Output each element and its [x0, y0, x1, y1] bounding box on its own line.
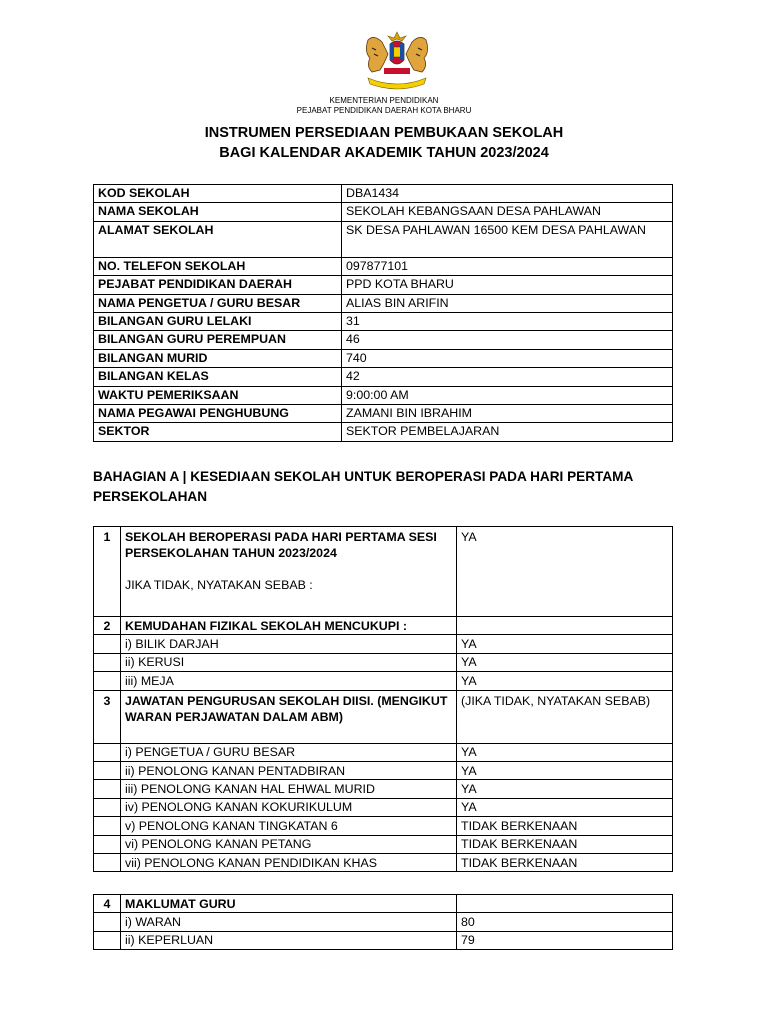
item-value: YA — [457, 780, 673, 798]
item-row — [94, 931, 673, 949]
item-value: TIDAK BERKENAAN — [457, 817, 673, 835]
item-row — [94, 635, 673, 653]
item-label: iii) MEJA — [121, 672, 457, 690]
question-row — [94, 527, 673, 617]
info-value: 42 — [342, 368, 673, 386]
question-number: 2 — [94, 617, 121, 635]
item-value: 80 — [457, 913, 673, 931]
info-value: ZAMANI BIN IBRAHIM — [342, 404, 673, 422]
item-value: YA — [457, 743, 673, 761]
item-row — [94, 672, 673, 690]
info-value: SK DESA PAHLAWAN 16500 KEM DESA PAHLAWAN — [342, 221, 673, 257]
item-value: YA — [457, 653, 673, 671]
info-row — [94, 221, 673, 257]
question-row — [94, 690, 673, 743]
question-number: 3 — [94, 690, 121, 743]
info-row — [94, 276, 673, 294]
item-value: YA — [457, 761, 673, 779]
info-label: SEKTOR — [94, 423, 342, 441]
item-value: TIDAK BERKENAAN — [457, 853, 673, 871]
item-row — [94, 817, 673, 835]
question-number: 4 — [94, 895, 121, 913]
info-label: NAMA SEKOLAH — [94, 203, 342, 221]
item-row — [94, 743, 673, 761]
item-row — [94, 780, 673, 798]
answer-value: YA — [457, 527, 673, 617]
question-row — [94, 895, 673, 913]
item-value: YA — [457, 635, 673, 653]
info-row — [94, 368, 673, 386]
info-label: BILANGAN GURU PEREMPUAN — [94, 331, 342, 349]
title-line-2: BAGI KALENDAR AKADEMIK TAHUN 2023/2024 — [219, 145, 549, 161]
item-label: v) PENOLONG KANAN TINGKATAN 6 — [121, 817, 457, 835]
info-row — [94, 294, 673, 312]
info-row — [94, 257, 673, 275]
info-value: 097877101 — [342, 257, 673, 275]
info-row — [94, 349, 673, 367]
item-row — [94, 913, 673, 931]
item-value: YA — [457, 798, 673, 816]
answer-value — [457, 895, 673, 913]
item-row — [94, 853, 673, 871]
info-label: WAKTU PEMERIKSAAN — [94, 386, 342, 404]
item-value: TIDAK BERKENAAN — [457, 835, 673, 853]
item-label: iv) PENOLONG KANAN KOKURIKULUM — [121, 798, 457, 816]
info-label: NAMA PEGAWAI PENGHUBUNG — [94, 404, 342, 422]
info-value: 46 — [342, 331, 673, 349]
info-value: SEKTOR PEMBELAJARAN — [342, 423, 673, 441]
info-value: 31 — [342, 312, 673, 330]
item-label: iii) PENOLONG KANAN HAL EHWAL MURID — [121, 780, 457, 798]
info-value: ALIAS BIN ARIFIN — [342, 294, 673, 312]
ministry-name: KEMENTERIAN PENDIDIKAN — [329, 96, 439, 105]
item-row — [94, 761, 673, 779]
item-row — [94, 798, 673, 816]
question-note: JIKA TIDAK, NYATAKAN SEBAB : — [125, 578, 313, 592]
item-label: i) WARAN — [121, 913, 457, 931]
info-row — [94, 312, 673, 330]
item-label: i) PENGETUA / GURU BESAR — [121, 743, 457, 761]
item-value: YA — [457, 672, 673, 690]
school-info-table — [93, 184, 673, 442]
answer-value: (JIKA TIDAK, NYATAKAN SEBAB) — [457, 690, 673, 743]
info-value: DBA1434 — [342, 185, 673, 203]
question-number: 1 — [94, 527, 121, 617]
info-label: BILANGAN KELAS — [94, 368, 342, 386]
question-text: SEKOLAH BEROPERASI PADA HARI PERTAMA SESI PERSEKOLAHAN TAHUN 2023/2024 — [125, 530, 437, 560]
teacher-info-table — [93, 894, 673, 950]
item-label: ii) PENOLONG KANAN PENTADBIRAN — [121, 761, 457, 779]
question-text: JAWATAN PENGURUSAN SEKOLAH DIISI. (MENGIKUT WARAN PERJAWATAN DALAM ABM) — [121, 690, 457, 743]
info-value: PPD KOTA BHARU — [342, 276, 673, 294]
district-office-name: PEJABAT PENDIDIKAN DAERAH KOTA BHARU — [296, 106, 472, 115]
info-row — [94, 203, 673, 221]
section-a-table — [93, 526, 673, 872]
question-cell — [121, 527, 457, 617]
info-label: BILANGAN GURU LELAKI — [94, 312, 342, 330]
malaysia-coat-of-arms-icon — [354, 30, 440, 94]
info-value: 740 — [342, 349, 673, 367]
answer-value — [457, 617, 673, 635]
item-label: i) BILIK DARJAH — [121, 635, 457, 653]
item-label: vii) PENOLONG KANAN PENDIDIKAN KHAS — [121, 853, 457, 871]
item-label: ii) KEPERLUAN — [121, 931, 457, 949]
info-label: NO. TELEFON SEKOLAH — [94, 257, 342, 275]
question-text: KEMUDAHAN FIZIKAL SEKOLAH MENCUKUPI : — [121, 617, 457, 635]
info-row — [94, 423, 673, 441]
ministry-header — [260, 96, 508, 116]
info-label: BILANGAN MURID — [94, 349, 342, 367]
info-row — [94, 404, 673, 422]
info-label: PEJABAT PENDIDIKAN DAERAH — [94, 276, 342, 294]
document-title — [94, 123, 674, 163]
item-label: ii) KERUSI — [121, 653, 457, 671]
info-label: ALAMAT SEKOLAH — [94, 221, 342, 257]
info-value: 9:00:00 AM — [342, 386, 673, 404]
info-row — [94, 386, 673, 404]
info-label: NAMA PENGETUA / GURU BESAR — [94, 294, 342, 312]
item-row — [94, 835, 673, 853]
info-value: SEKOLAH KEBANGSAAN DESA PAHLAWAN — [342, 203, 673, 221]
info-row — [94, 331, 673, 349]
section-a-heading: BAHAGIAN A | KESEDIAAN SEKOLAH UNTUK BEROPERASI PADA HARI PERTAMA PERSEKOLAHAN — [93, 469, 633, 504]
info-row — [94, 185, 673, 203]
item-row — [94, 653, 673, 671]
title-line-1: INSTRUMEN PERSEDIAAN PEMBUKAAN SEKOLAH — [204, 125, 564, 141]
info-label: KOD SEKOLAH — [94, 185, 342, 203]
item-label: vi) PENOLONG KANAN PETANG — [121, 835, 457, 853]
question-row — [94, 617, 673, 635]
item-value: 79 — [457, 931, 673, 949]
question-text: MAKLUMAT GURU — [121, 895, 457, 913]
